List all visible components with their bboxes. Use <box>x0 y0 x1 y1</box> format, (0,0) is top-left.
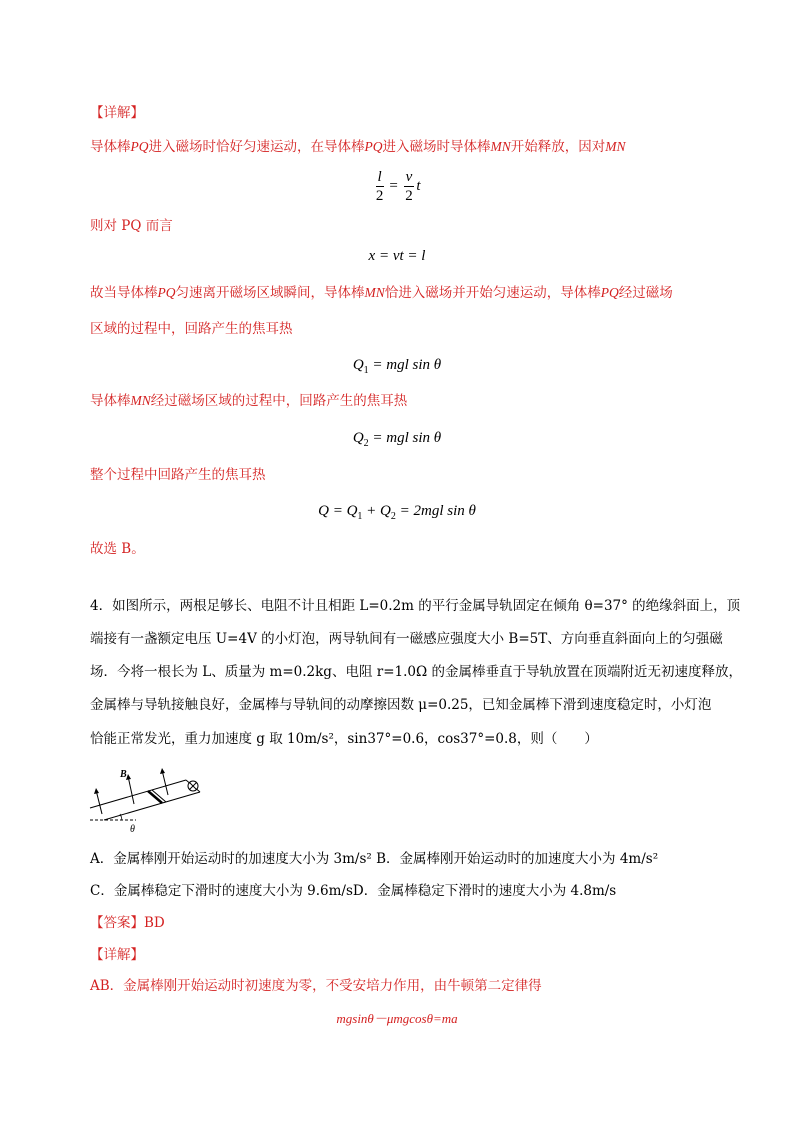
eq1-t: t <box>416 177 421 194</box>
answer-line: 【答案】BD <box>90 915 165 931</box>
paragraph-1 <box>90 138 626 156</box>
ab-explanation: AB．金属棒刚开始运动时初速度为零，不受安培力作用，由牛顿第二定律得 <box>90 978 542 994</box>
p3-pq: PQ <box>157 285 176 300</box>
field-arrow-1 <box>96 790 102 814</box>
eq5-s1: 1 <box>357 511 363 522</box>
eq1-right-num: v <box>405 169 413 185</box>
question-4-line-1: 4．如图所示，两根足够长、电阻不计且相距 L=0.2m 的平行金属导轨固定在倾角 θ=37° 的绝缘斜面上，顶 <box>90 598 741 614</box>
field-arrow-3 <box>162 770 168 795</box>
eq4-rest: = mgl sin θ <box>368 430 442 446</box>
p1-mn: MN <box>490 139 511 154</box>
options-ab: A．金属棒刚开始运动时的加速度大小为 3m/s² B．金属棒刚开始运动时的加速度大小为 4m/s² <box>90 851 659 867</box>
theta-label: θ <box>130 824 135 835</box>
equation-6: mgsinθ－μmgcosθ=ma <box>336 1011 458 1026</box>
p1-mn2: MN <box>605 139 626 154</box>
eq5-rest: = 2mgl sin θ <box>395 503 476 519</box>
p1-pq2: PQ <box>364 139 383 154</box>
equation-5 <box>0 501 794 527</box>
question-4-line-2: 端接有一盏额定电压 U=4V 的小灯泡，两导轨间有一磁感应强度大小 B=5T、方向垂直斜面向上的匀强磁 <box>90 631 723 647</box>
paragraph-3 <box>90 284 673 302</box>
p1-text-b: 进入磁场时恰好匀速运动，在导体棒 <box>148 139 365 155</box>
question-4-line-3: 场．今将一根长为 L、质量为 m=0.2kg、电阻 r=1.0Ω 的金属棒垂直于导轨放置在顶端附近无初速度释放， <box>90 664 742 680</box>
eq1-left-fraction <box>376 168 384 205</box>
options-cd: C．金属棒稳定下滑时的速度大小为 9.6m/sD．金属棒稳定下滑时的速度大小为 4.8m/s <box>90 883 617 899</box>
p4-text-b: 经过磁场区域的过程中，回路产生的焦耳热 <box>150 393 408 409</box>
p3-mn: MN <box>364 285 385 300</box>
paragraph-6: 故选 B。 <box>90 541 145 557</box>
p1-text-c: 进入磁场时导体棒 <box>382 139 491 155</box>
p3-text-b: 匀速离开磁场区域瞬间，导体棒 <box>175 285 365 301</box>
eq1-right-fraction <box>404 168 415 205</box>
p3-text-a: 故当导体棒 <box>90 285 158 301</box>
equation-2: x = vt = l <box>368 248 426 264</box>
paragraph-3-line-2: 区域的过程中，回路产生的焦耳热 <box>90 321 293 337</box>
b-label: B <box>120 769 127 780</box>
eq1-left-den: 2 <box>375 188 384 204</box>
p3-text-c: 恰进入磁场并开始匀速运动，导体棒 <box>384 285 601 301</box>
p3-text-d: 经过磁场 <box>618 285 673 301</box>
equation-3 <box>0 355 794 381</box>
rail-lower <box>104 792 200 820</box>
eq1-right-den: 2 <box>405 188 413 204</box>
paragraph-2: 则对 PQ 而言 <box>90 218 173 234</box>
question-4-line-5: 恰能正常发光，重力加速度 g 取 10m/s²，sin37°=0.6，cos37°=0.8，则（ ） <box>90 731 598 747</box>
eq5-s2: 2 <box>390 511 396 522</box>
paragraph-4 <box>90 392 407 410</box>
eq1-equals: = <box>389 177 398 194</box>
incline-rail-figure <box>88 760 210 838</box>
equation-4 <box>0 428 794 454</box>
eq3-sub: 1 <box>363 365 369 376</box>
eq1-left-num: l <box>377 169 382 185</box>
eq3-rest: = mgl sin θ <box>368 357 442 373</box>
paragraph-5: 整个过程中回路产生的焦耳热 <box>90 467 266 483</box>
question-4-line-4: 金属棒与导轨接触良好，金属棒与导轨间的动摩擦因数 μ=0.25，已知金属棒下滑到速度稳定时，小灯泡 <box>90 697 712 713</box>
eq3-q: Q <box>352 357 364 373</box>
eq5-plus: + Q <box>362 503 391 519</box>
eq4-sub: 2 <box>363 438 369 449</box>
p4-text-a: 导体棒 <box>90 393 131 409</box>
p1-text-d: 开始释放，因对 <box>510 139 606 155</box>
p1-pq: PQ <box>130 139 149 154</box>
equation-1 <box>0 168 794 205</box>
field-arrow-2 <box>128 776 134 804</box>
eq4-q: Q <box>352 430 364 446</box>
detail-heading: 【详解】 <box>90 105 144 121</box>
p4-mn: MN <box>130 393 151 408</box>
p1-text-a: 导体棒 <box>90 139 131 155</box>
rail-upper <box>90 780 186 808</box>
p3-pq2: PQ <box>600 285 619 300</box>
detail-heading-2: 【详解】 <box>90 947 144 963</box>
eq5-q: Q = Q <box>318 503 358 519</box>
